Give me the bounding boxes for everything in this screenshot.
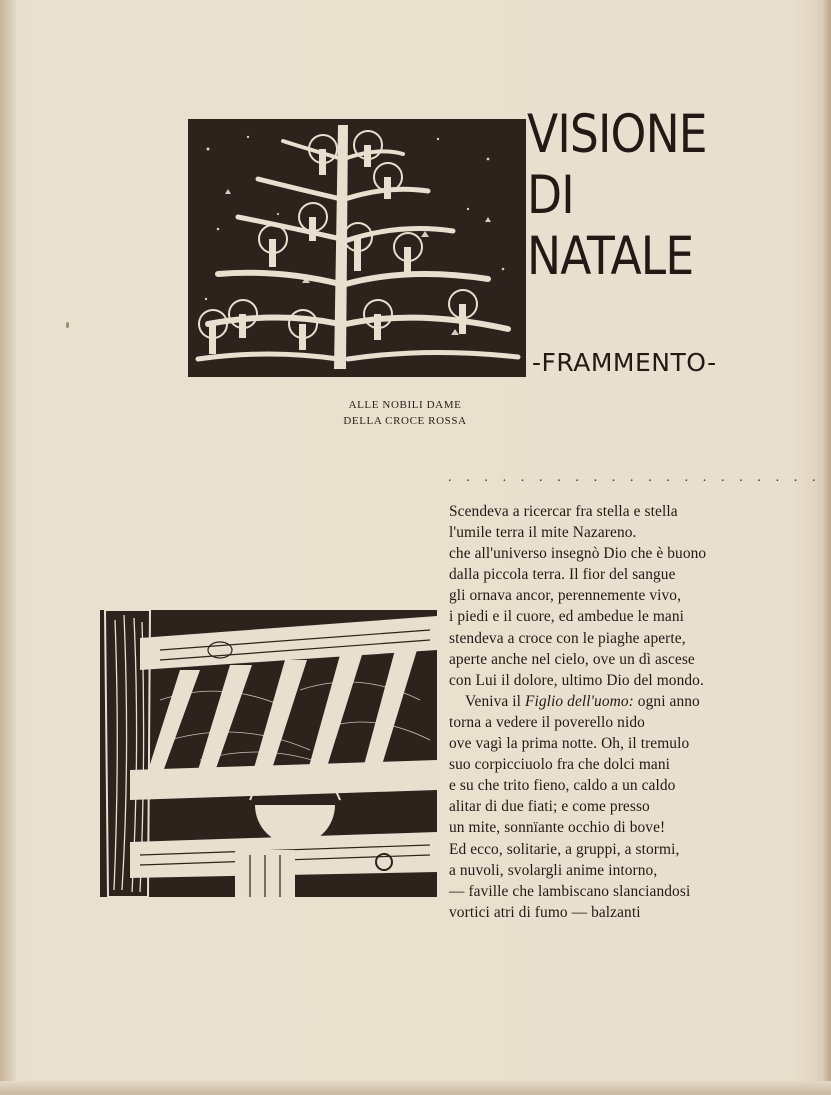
dedication-line-2: DELLA CROCE ROSSA <box>343 415 467 427</box>
dotted-separator: . . . . . . . . . . . . . . . . . . . . . <box>448 470 822 485</box>
poem-line: gli ornava ancor, perennemente vivo, <box>449 587 682 605</box>
poem-line: e su che trito fieno, caldo a un caldo <box>449 777 676 795</box>
poem-line: alitar di due fiati; e come presso <box>449 798 650 816</box>
christmas-tree-woodcut <box>188 119 526 377</box>
poem-line: Ed ecco, solitarie, a gruppi, a stormi, <box>449 840 680 858</box>
dedication-line-1: ALLE NOBILI DAME <box>348 399 462 411</box>
poem-line: i piedi e il cuore, ed ambedue le mani <box>449 608 684 626</box>
poem-text <box>449 501 749 923</box>
page-edge <box>821 0 831 1095</box>
article-title <box>527 104 767 287</box>
poem-line: — faville che lambiscano slanciandosi <box>449 882 691 900</box>
poem-line: che all'universo insegnò Dio che è buono <box>449 545 707 563</box>
paper-speck <box>66 322 69 328</box>
poem-line: stendeva a croce con le piaghe aperte, <box>449 629 686 647</box>
title-line-2: DI <box>527 165 574 226</box>
poem-line: con Lui il dolore, ultimo Dio del mondo. <box>449 671 704 689</box>
poem-line: ove vagì la prima notte. Oh, il tremulo <box>449 735 690 753</box>
poem-line-pre: Veniva il <box>465 692 525 710</box>
poem-line <box>449 691 749 712</box>
poem-line: l'umile terra il mite Nazareno. <box>449 524 637 542</box>
poem-line: aperte anche nel cielo, ove un dì ascese <box>449 650 695 668</box>
poem-line: torna a vedere il poverello nido <box>449 713 645 731</box>
poem-line: Scendeva a ricercar fra stella e stella <box>449 503 678 520</box>
poem-line-italic: Figlio dell'uomo: <box>524 692 634 710</box>
title-line-3: NATALE <box>527 226 694 287</box>
poem-line-post: ogni anno <box>633 692 700 710</box>
poem-line: vortici atri di fumo — balzanti <box>449 903 641 921</box>
dedication <box>305 397 505 429</box>
poem-line: a nuvoli, svolargli anime intorno, <box>449 861 658 879</box>
manger-woodcut <box>100 610 437 897</box>
article-subtitle: -FRAMMENTO- <box>532 348 717 377</box>
poem-line: un mite, sonnïante occhio di bove! <box>449 819 666 837</box>
page-bottom-edge <box>0 1081 831 1095</box>
poem-line: dalla piccola terra. Il fior del sangue <box>449 566 676 584</box>
page-spine <box>0 0 16 1095</box>
title-line-1: VISIONE <box>527 104 707 165</box>
poem-line: suo corpicciuolo fra che dolci mani <box>449 756 671 774</box>
